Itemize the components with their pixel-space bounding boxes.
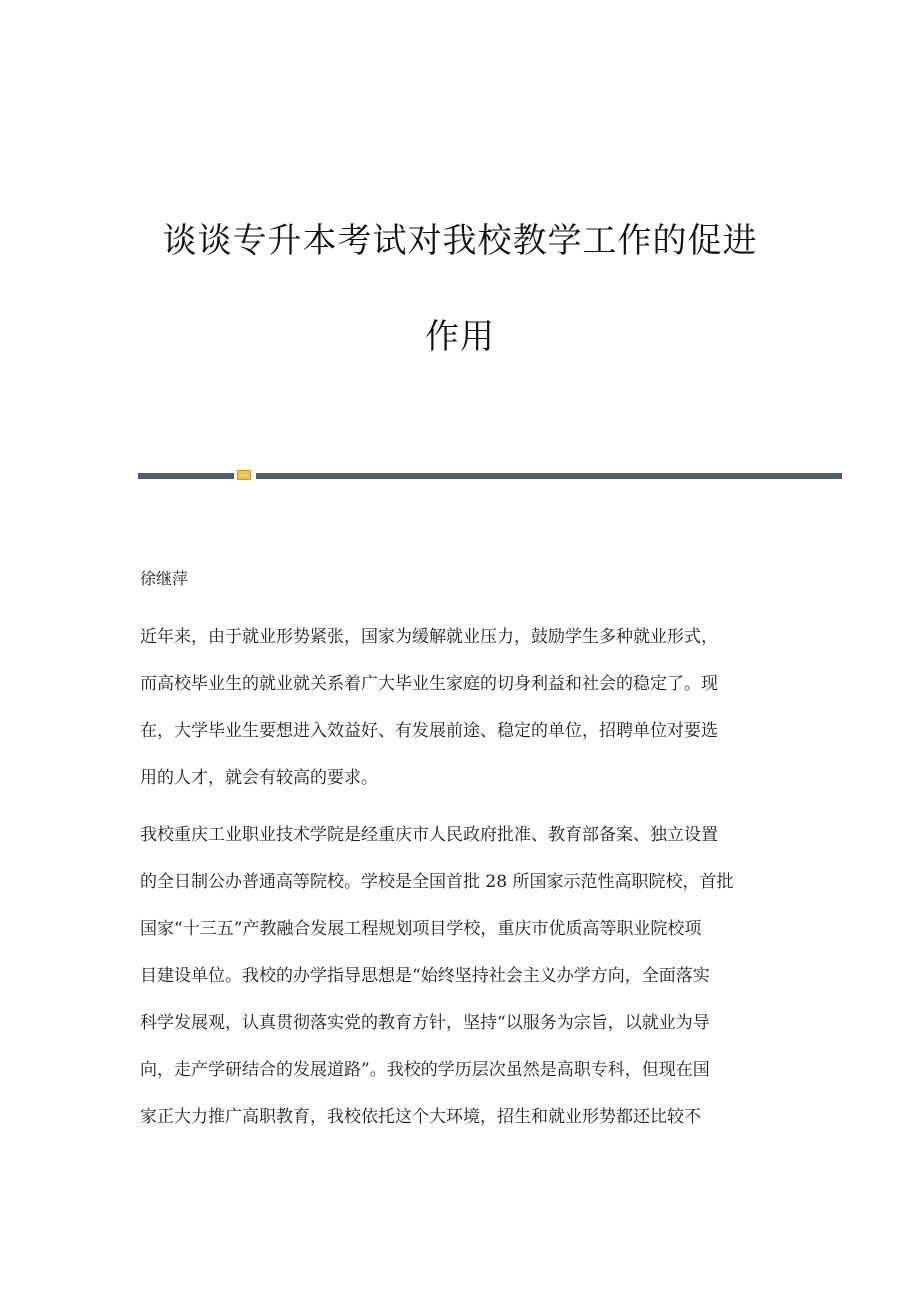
- paragraph-line: 在，大学毕业生要想进入效益好、有发展前途、稳定的单位，招聘单位对要选: [140, 721, 718, 741]
- paragraph-line: 国家“十三五”产教融合发展工程规划项目学校，重庆市优质高等职业院校项: [140, 919, 702, 939]
- document-title-line-1: 谈谈专升本考试对我校教学工作的促进: [162, 221, 758, 261]
- paragraph-line: 科学发展观，认真贯彻落实党的教育方针，坚持“以服务为宗旨，以就业为导: [140, 1013, 710, 1033]
- paragraph-1: [140, 626, 780, 814]
- paragraph-line: 向，走产学研结合的发展道路”。我校的学历层次虽然是高职专科，但现在国: [140, 1060, 710, 1080]
- divider-bar-left: [138, 473, 234, 479]
- author-name: 徐继萍: [140, 569, 189, 588]
- divider-bar-right: [256, 473, 842, 479]
- paragraph-line: 我校重庆工业职业技术学院是经重庆市人民政府批准、教育部备案、独立设置: [140, 825, 718, 845]
- document-title-line-2: 作用: [425, 317, 495, 357]
- paragraph-line: 近年来，由于就业形势紧张，国家为缓解就业压力，鼓励学生多种就业形式，: [140, 627, 718, 647]
- title-divider: [138, 470, 842, 480]
- paragraph-2: [140, 824, 780, 1153]
- paragraph-line: 家正大力推广高职教育，我校依托这个大环境，招生和就业形势都还比较不: [140, 1107, 701, 1127]
- paragraph-line: 的全日制公办普通高等院校。学校是全国首批 28 所国家示范性高职院校，首批: [140, 872, 734, 892]
- paragraph-line: 而高校毕业生的就业就关系着广大毕业生家庭的切身利益和社会的稳定了。现: [140, 674, 718, 694]
- divider-ornament-icon: [237, 470, 251, 480]
- paragraph-line: 目建设单位。我校的办学指导思想是“始终坚持社会主义办学方向，全面落实: [140, 966, 710, 986]
- paragraph-line: 用的人才，就会有较高的要求。: [140, 768, 378, 788]
